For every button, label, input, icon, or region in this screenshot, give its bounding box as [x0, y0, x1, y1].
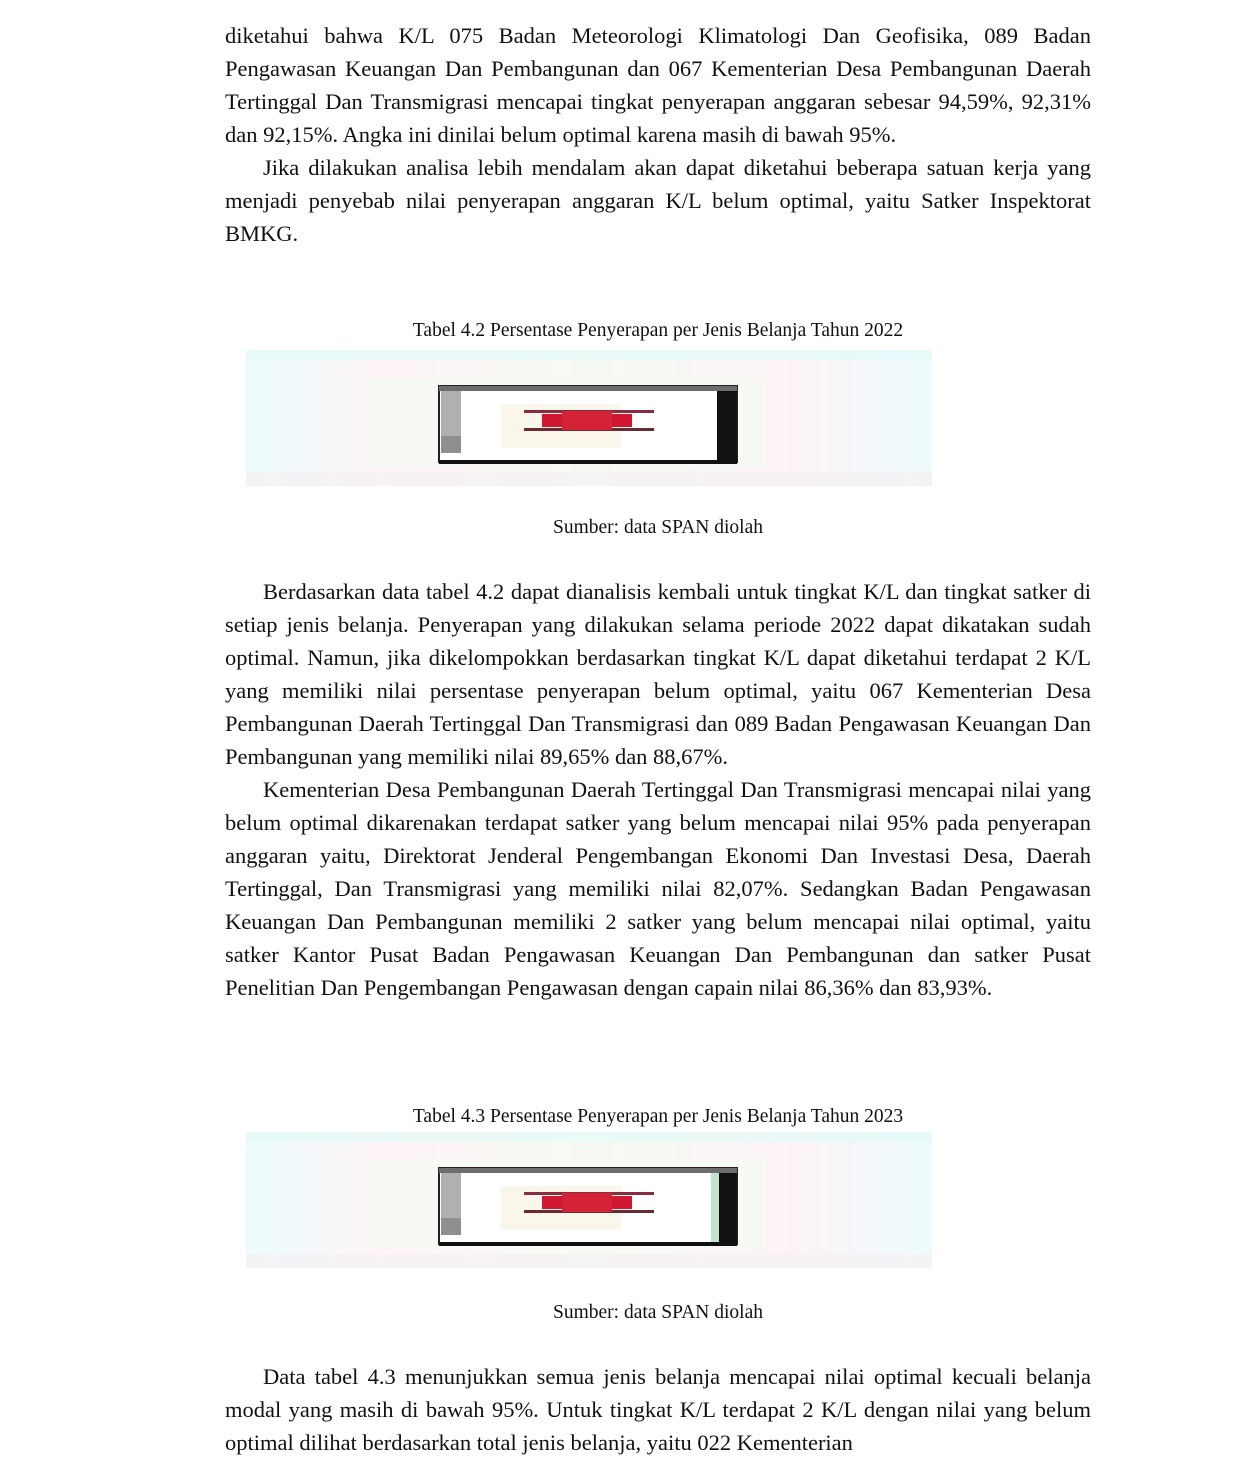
table-4-2-caption: Tabel 4.2 Persentase Penyerapan per Jenis Belanja Tahun 2022	[412, 320, 904, 341]
intro-paragraph-1: diketahui bahwa K/L 075 Badan Meteorologi Klimatologi Dan Geofisika, 089 Badan Pengawasan Keuangan Dan Pembangunan dan 067 Kementerian Desa Pembangunan Daerah Tertinggal Dan Transmigrasi mencapai tingkat penyerapan anggaran sebesar 94,59%, 92,31% dan 92,15%. Angka ini dinilai belum optimal karena masih di bawah 95%.	[225, 23, 1091, 147]
closing-paragraph-1: Data tabel 4.3 menunjukkan semua jenis belanja mencapai nilai optimal kecuali belanja modal yang masih di bawah 95%. Untuk tingkat K/L terdapat 2 K/L dengan nilai yang belum optimal dilihat berdasarkan total jenis belanja, yaitu 022 Kementerian	[225, 1364, 1091, 1455]
table-4-2-source: Sumber: data SPAN diolah	[553, 517, 763, 538]
intro-paragraph-2: Jika dilakukan analisa lebih mendalam akan dapat diketahui beberapa satuan kerja yang menjadi penyebab nilai penyerapan anggaran K/L belum optimal, yaitu Satker Inspektorat BMKG.	[225, 155, 1091, 246]
middle-section	[225, 575, 1091, 1004]
middle-paragraph-2: Kementerian Desa Pembangunan Daerah Tertinggal Dan Transmigrasi mencapai nilai yang belum optimal dikarenakan terdapat satker yang belum mencapai nilai 95% pada penyerapan anggaran yaitu, Direktorat Jenderal Pengembangan Ekonomi Dan Investasi Desa, Daerah Tertinggal, Dan Transmigrasi yang memiliki nilai 82,07%. Sedangkan Badan Pengawasan Keuangan Dan Pembangunan memiliki 2 satker yang belum mencapai nilai optimal, yaitu satker Kantor Pusat Badan Pengawasan Keuangan Dan Pembangunan dan satker Pusat Penelitian Dan Pengembangan Pengawasan dengan capain nilai 86,36% dan 83,93%.	[225, 777, 1091, 1000]
intro-section	[225, 19, 1091, 250]
middle-paragraph-1: Berdasarkan data tabel 4.2 dapat dianalisis kembali untuk tingkat K/L dan tingkat satker di setiap jenis belanja. Penyerapan yang dilakukan selama periode 2022 dapat dikatakan sudah optimal. Namun, jika dikelompokkan berdasarkan tingkat K/L dapat diketahui terdapat 2 K/L yang memiliki nilai persentase penyerapan belum optimal, yaitu 067 Kementerian Desa Pembangunan Daerah Tertinggal Dan Transmigrasi dan 089 Badan Pengawasan Keuangan Dan Pembangunan yang memiliki nilai 89,65% dan 88,67%.	[225, 579, 1091, 769]
table-4-2-image	[246, 350, 932, 486]
table-4-3-image	[246, 1132, 932, 1268]
closing-section	[225, 1360, 1091, 1459]
table-4-3-source: Sumber: data SPAN diolah	[553, 1302, 763, 1323]
table-4-3-caption: Tabel 4.3 Persentase Penyerapan per Jenis Belanja Tahun 2023	[412, 1106, 904, 1127]
